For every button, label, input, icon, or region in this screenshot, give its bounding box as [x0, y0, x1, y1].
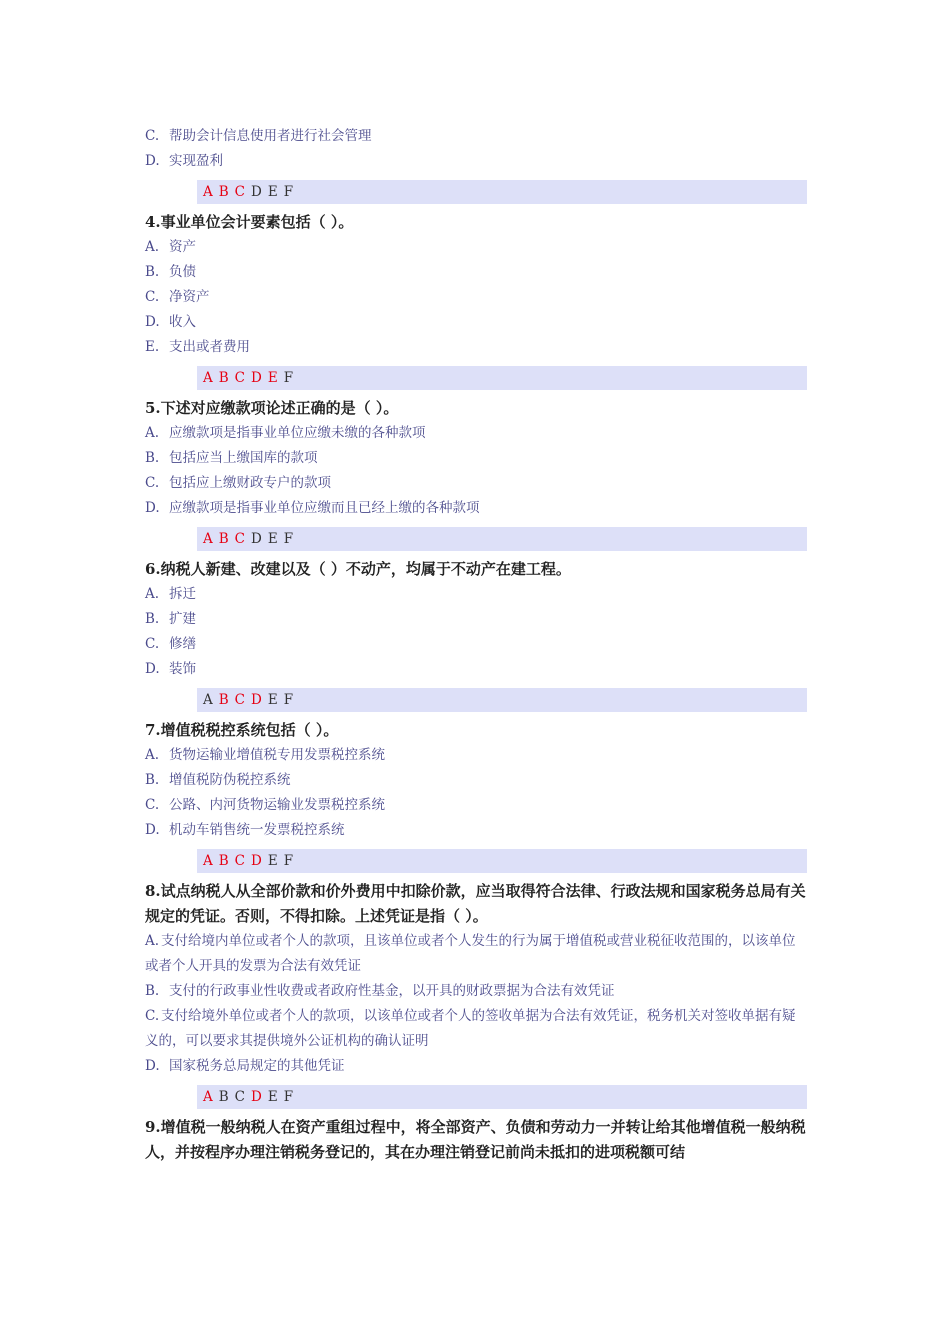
option-item[interactable]: [145, 496, 807, 521]
question-text: 8.试点纳税人从全部价款和价外费用中扣除价款，应当取得符合法律、行政法规和国家税务总局有关规定的凭证。否则，不得扣除。上述凭证是指（ ）。: [145, 882, 806, 925]
answer-choice-b[interactable]: B: [218, 370, 229, 386]
option-text: 包括应当上缴国库的款项: [169, 450, 318, 466]
answer-bar: [197, 180, 807, 204]
option-letter: B.: [145, 450, 160, 466]
answer-choice-a[interactable]: A: [203, 184, 213, 200]
answer-choice-a[interactable]: A: [203, 1089, 213, 1105]
option-text: 负债: [169, 264, 196, 280]
option-item[interactable]: [145, 260, 807, 285]
question-block: [145, 1115, 807, 1165]
answer-choice-a[interactable]: A: [203, 853, 213, 869]
option-text: 货物运输业增值税专用发票税控系统: [169, 747, 385, 763]
option-letter: D.: [145, 661, 160, 677]
option-text: 支出或者费用: [169, 339, 250, 355]
option-letter: A.: [145, 425, 160, 441]
answer-choice-e[interactable]: E: [267, 370, 278, 386]
option-letter: C.: [145, 289, 160, 305]
option-item[interactable]: [145, 1004, 807, 1054]
option-item[interactable]: [145, 768, 807, 793]
option-letter: B.: [145, 772, 160, 788]
question-text: 7.增值税税控系统包括（ ）。: [145, 721, 339, 739]
answer-choice-b[interactable]: B: [218, 184, 229, 200]
answer-choice-c[interactable]: C: [234, 853, 246, 869]
option-text: 增值税防伪税控系统: [169, 772, 291, 788]
answer-bar: [197, 849, 807, 873]
option-letter: A.: [145, 933, 160, 949]
option-item[interactable]: [145, 1054, 807, 1079]
option-text: 应缴款项是指事业单位应缴未缴的各种款项: [169, 425, 426, 441]
option-letter: C.: [145, 1008, 160, 1024]
option-item[interactable]: [145, 471, 807, 496]
answer-choice-e[interactable]: E: [267, 692, 278, 708]
answer-choice-c[interactable]: C: [234, 184, 246, 200]
option-letter: B.: [145, 611, 160, 627]
answer-choice-b[interactable]: B: [218, 692, 229, 708]
option-letter: C.: [145, 475, 160, 491]
question-document: [145, 124, 807, 1165]
option-item[interactable]: [145, 446, 807, 471]
option-letter: A.: [145, 239, 160, 255]
question-block: [145, 210, 807, 390]
answer-choice-e[interactable]: E: [267, 853, 278, 869]
option-letter: D.: [145, 822, 160, 838]
answer-choice-d[interactable]: D: [251, 184, 262, 200]
option-letter: D.: [145, 314, 160, 330]
option-text: 收入: [169, 314, 196, 330]
answer-choice-f[interactable]: F: [283, 184, 294, 200]
option-item[interactable]: [145, 632, 807, 657]
answer-choice-a[interactable]: A: [203, 692, 213, 708]
option-letter: A.: [145, 747, 160, 763]
option-text: 包括应上缴财政专户的款项: [169, 475, 331, 491]
answer-bar: [197, 366, 807, 390]
option-text: 应缴款项是指事业单位应缴而且已经上缴的各种款项: [169, 500, 480, 516]
answer-choice-e[interactable]: E: [267, 1089, 278, 1105]
answer-choice-c[interactable]: C: [234, 1089, 246, 1105]
answer-bar: [197, 688, 807, 712]
answer-choice-d[interactable]: D: [251, 531, 262, 547]
answer-bar: [197, 1085, 807, 1109]
answer-choice-a[interactable]: A: [203, 370, 213, 386]
option-text: 国家税务总局规定的其他凭证: [169, 1058, 345, 1074]
option-letter: B.: [145, 983, 160, 999]
option-item[interactable]: [145, 149, 807, 174]
option-letter: C.: [145, 636, 160, 652]
option-item[interactable]: [145, 310, 807, 335]
option-letter: E.: [145, 339, 160, 355]
answer-choice-f[interactable]: F: [283, 853, 294, 869]
option-item[interactable]: [145, 929, 807, 979]
answer-choice-e[interactable]: E: [267, 184, 278, 200]
question-block: [145, 124, 807, 204]
option-letter: D.: [145, 500, 160, 516]
option-text: 支付给境外单位或者个人的款项，以该单位或者个人的签收单据为合法有效凭证，税务机关对签收单据有疑义的，可以要求其提供境外公证机构的确认证明: [145, 1008, 796, 1049]
question-text: 9.增值税一般纳税人在资产重组过程中，将全部资产、负债和劳动力一并转让给其他增值税一般纳税人，并按程序办理注销税务登记的，其在办理注销登记前尚未抵扣的进项税额可结: [145, 1118, 806, 1161]
answer-choice-b[interactable]: B: [218, 853, 229, 869]
option-letter: C.: [145, 128, 160, 144]
option-item[interactable]: [145, 793, 807, 818]
option-text: 实现盈利: [169, 153, 223, 169]
option-item[interactable]: [145, 657, 807, 682]
answer-choice-c[interactable]: C: [234, 531, 246, 547]
question-block: [145, 396, 807, 551]
option-item[interactable]: [145, 124, 807, 149]
answer-choice-a[interactable]: A: [203, 531, 213, 547]
option-item[interactable]: [145, 818, 807, 843]
option-text: 机动车销售统一发票税控系统: [169, 822, 345, 838]
option-letter: B.: [145, 264, 160, 280]
option-item[interactable]: [145, 743, 807, 768]
option-letter: A.: [145, 586, 160, 602]
option-item[interactable]: [145, 285, 807, 310]
option-letter: D.: [145, 1058, 160, 1074]
answer-choice-d[interactable]: D: [251, 1089, 262, 1105]
answer-choice-f[interactable]: F: [283, 1089, 294, 1105]
option-item[interactable]: [145, 607, 807, 632]
answer-choice-f[interactable]: F: [283, 692, 294, 708]
option-text: 修缮: [169, 636, 196, 652]
answer-choice-f[interactable]: F: [283, 370, 294, 386]
question-block: [145, 718, 807, 873]
question-text: 6.纳税人新建、改建以及（ ）不动产，均属于不动产在建工程。: [145, 560, 571, 578]
option-text: 净资产: [169, 289, 210, 305]
question-block: [145, 879, 807, 1109]
option-item[interactable]: [145, 979, 807, 1004]
option-text: 支付的行政事业性收费或者政府性基金，以开具的财政票据为合法有效凭证: [169, 983, 615, 999]
answer-choice-b[interactable]: B: [218, 1089, 229, 1105]
option-text: 公路、内河货物运输业发票税控系统: [169, 797, 385, 813]
answer-choice-d[interactable]: D: [251, 853, 262, 869]
option-letter: C.: [145, 797, 160, 813]
option-item[interactable]: [145, 335, 807, 360]
answer-bar: [197, 527, 807, 551]
option-text: 资产: [169, 239, 196, 255]
option-text: 支付给境内单位或者个人的款项，且该单位或者个人发生的行为属于增值税或营业税征收范围的，以该单位或者个人开具的发票为合法有效凭证: [145, 933, 796, 974]
answer-choice-b[interactable]: B: [218, 531, 229, 547]
option-text: 拆迁: [169, 586, 196, 602]
option-letter: D.: [145, 153, 160, 169]
option-item[interactable]: [145, 421, 807, 446]
answer-choice-e[interactable]: E: [267, 531, 278, 547]
answer-choice-d[interactable]: D: [251, 692, 262, 708]
answer-choice-d[interactable]: D: [251, 370, 262, 386]
option-text: 装饰: [169, 661, 196, 677]
question-text: 5.下述对应缴款项论述正确的是（ ）。: [145, 399, 399, 417]
option-text: 扩建: [169, 611, 196, 627]
answer-choice-c[interactable]: C: [234, 692, 246, 708]
question-text: 4.事业单位会计要素包括（ ）。: [145, 213, 354, 231]
answer-choice-c[interactable]: C: [234, 370, 246, 386]
option-item[interactable]: [145, 582, 807, 607]
option-item[interactable]: [145, 235, 807, 260]
question-block: [145, 557, 807, 712]
option-text: 帮助会计信息使用者进行社会管理: [169, 128, 372, 144]
answer-choice-f[interactable]: F: [283, 531, 294, 547]
